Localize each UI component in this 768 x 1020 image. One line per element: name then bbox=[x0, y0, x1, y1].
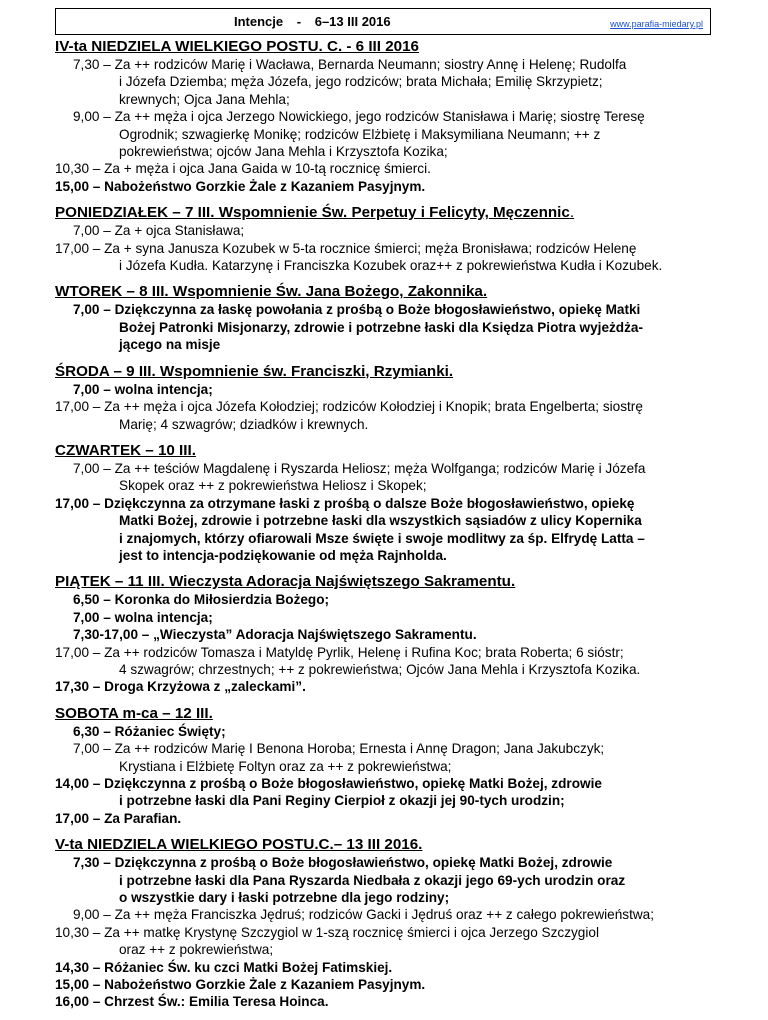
day-heading bbox=[55, 283, 755, 301]
intention-continuation-line: jest to intencja-podziękowanie od męża Rajnholda. bbox=[119, 547, 447, 563]
intention-first-line: 7,00 – Za + ojca Stanisława; bbox=[73, 223, 245, 239]
header-dash: - bbox=[296, 14, 302, 29]
intention-continuation-line: oraz ++ z pokrewieństwa; bbox=[119, 942, 274, 958]
intention-continuation-line: o wszystkie dary i łaski potrzebne dla jego rodziny; bbox=[119, 890, 450, 906]
mass-intention bbox=[55, 160, 755, 177]
intention-first-line: 17,00 – Dziękczynna za otrzymane łaski z prośbą o dalsze Boże błogosławieństwo, opiekę bbox=[55, 495, 635, 511]
mass-intention bbox=[55, 222, 755, 239]
mass-intention bbox=[55, 723, 755, 740]
mass-intention bbox=[55, 775, 755, 810]
intention-first-line: 10,30 – Za + męża i ojca Jana Gaida w 10-tą rocznicę śmierci. bbox=[55, 161, 431, 177]
mass-intention bbox=[55, 381, 755, 398]
day-heading bbox=[55, 38, 755, 56]
day-section bbox=[55, 442, 755, 564]
intention-continuation-line: i potrzebne łaski dla Pana Ryszarda Niedbała z okazji jego 69-ych urodzin oraz bbox=[119, 872, 626, 888]
mass-intention bbox=[55, 495, 755, 565]
intention-first-line: 15,00 – Nabożeństwo Gorzkie Żale z Kazaniem Pasyjnym. bbox=[55, 977, 426, 993]
intention-first-line: 17,30 – Droga Krzyżowa z „zaleckami”. bbox=[55, 679, 306, 695]
intention-first-line: 7,00 – wolna intencja; bbox=[73, 381, 213, 397]
day-heading-text: CZWARTEK – 10 III. bbox=[55, 441, 196, 459]
intention-continuation-line: Bożej Patronki Misjonarzy, zdrowie i potrzebne łaski dla Księdza Piotra wyjeżdża- bbox=[119, 319, 643, 335]
day-heading bbox=[55, 573, 755, 591]
mass-intention bbox=[55, 240, 755, 275]
day-heading bbox=[55, 442, 755, 460]
day-heading bbox=[55, 363, 755, 381]
website-link[interactable]: www.parafia-miedary.pl bbox=[610, 19, 703, 29]
day-section bbox=[55, 573, 755, 695]
mass-intention bbox=[55, 301, 755, 353]
intentions-list bbox=[55, 38, 755, 1020]
intention-first-line: 16,00 – Chrzest Św.: Emilia Teresa Hoinca. bbox=[55, 994, 329, 1010]
mass-intention bbox=[55, 854, 755, 906]
intention-continuation-line: 4 szwagrów; chrzestnych; ++ z pokrewieństwa; Ojców Jana Mehla i Krzysztofa Kozika. bbox=[119, 661, 641, 677]
intention-first-line: 17,00 – Za ++ męża i ojca Józefa Kołodziej; rodziców Kołodziej i Knopik; brata Engelberta; siostrę bbox=[55, 399, 643, 415]
mass-intention bbox=[55, 740, 755, 775]
day-heading-text: PONIEDZIAŁEK – 7 III. Wspomnienie Św. Perpetuy i Felicyty, bbox=[55, 204, 489, 222]
intention-continuation-line: Skopek oraz ++ z pokrewieństwa Heliosz i Skopek; bbox=[119, 478, 427, 494]
intention-continuation-line: Ogrodnik; szwagierkę Monikę; rodziców Elżbietę i Maksymiliana Neumann; ++ z bbox=[119, 126, 601, 142]
intention-continuation-line: Krystiana i Elżbietę Foltyn oraz za ++ z pokrewieństwa; bbox=[119, 758, 452, 774]
intention-first-line: 17,00 – Za ++ rodziców Tomasza i Matyldę Pyrlik, Helenę i Rufina Koc; brata Roberta; 6 sióstr; bbox=[55, 644, 624, 660]
intention-first-line: 7,00 – Za ++ teściów Magdalenę i Ryszarda Heliosz; męża Wolfganga; rodziców Marię i Józefa bbox=[73, 460, 646, 476]
intention-continuation-line: krewnych; Ojca Jana Mehla; bbox=[119, 91, 290, 107]
intention-first-line: 14,00 – Dziękczynna z prośbą o Boże błogosławieństwo, opiekę Matki Bożej, zdrowie bbox=[55, 776, 602, 791]
day-heading-text: SOBOTA m-ca – 12 III. bbox=[55, 704, 213, 722]
day-section bbox=[55, 705, 755, 827]
day-heading-text: V-ta NIEDZIELA WIELKIEGO POSTU.C.– 13 III 2016. bbox=[55, 836, 423, 854]
intention-continuation-line: i Józefa Kudła. Katarzynę i Franciszka Kozubek oraz++ z pokrewieństwa Kudła i Kozubek. bbox=[119, 258, 663, 274]
mass-intention bbox=[55, 678, 755, 695]
mass-intention bbox=[55, 993, 755, 1010]
intention-first-line: 6,30 – Różaniec Święty; bbox=[73, 723, 226, 739]
header-left: Intencje bbox=[234, 14, 284, 29]
mass-intention bbox=[55, 178, 755, 195]
day-section bbox=[55, 363, 755, 433]
day-heading-text: IV-ta NIEDZIELA WIELKIEGO POSTU. C. - 6 III 2016 bbox=[55, 38, 420, 55]
day-section bbox=[55, 38, 755, 195]
mass-intention bbox=[55, 460, 755, 495]
page-header bbox=[55, 8, 711, 35]
day-heading-suffix: Męczennic bbox=[493, 204, 570, 222]
intention-first-line: 17,00 – Za + syna Janusza Kozubek w 5-ta rocznice śmierci; męża Bronisława; rodziców Helenę bbox=[55, 240, 637, 256]
day-heading bbox=[55, 705, 755, 723]
mass-intention bbox=[55, 609, 755, 626]
mass-intention bbox=[55, 924, 755, 959]
day-section bbox=[55, 283, 755, 353]
mass-intention bbox=[55, 976, 755, 993]
day-heading bbox=[55, 836, 755, 854]
day-heading-feast: Wieczysta Adoracja Najświętszego Sakramentu. bbox=[168, 573, 516, 591]
mass-intention bbox=[55, 644, 755, 679]
intention-continuation-line: Matki Bożej, zdrowie i potrzebne łaski dla wszystkich sąsiadów z ulicy Kopernika bbox=[119, 513, 642, 529]
intention-continuation-line: Marię; 4 szwagrów; dziadków i krewnych. bbox=[119, 416, 369, 432]
intention-first-line: 10,30 – Za ++ matkę Krystynę Szczygiol w 1-szą rocznicę śmierci i ojca Jerzego Szczygiol bbox=[55, 924, 599, 940]
intention-continuation-line: i potrzebne łaski dla Pani Reginy Cierpioł z okazji jej 90-tych urodzin; bbox=[119, 793, 565, 809]
header-title bbox=[234, 14, 391, 29]
intention-first-line: 6,50 – Koronka do Miłosierdzia Bożego; bbox=[73, 592, 330, 608]
intention-first-line: 7,00 – Za ++ rodziców Marię I Benona Horoba; Ernesta i Annę Dragon; Jana Jakubczyk; bbox=[73, 741, 605, 757]
intention-first-line: 7,00 – Dziękczynna za łaskę powołania z prośbą o Boże błogosławieństwo, opiekę Matki bbox=[73, 302, 641, 318]
mass-intention bbox=[55, 108, 755, 160]
mass-intention bbox=[55, 906, 755, 923]
day-heading-text: PIĄTEK – 11 III. bbox=[55, 573, 165, 591]
intention-first-line: 14,30 – Różaniec Św. ku czci Matki Bożej Fatimskiej. bbox=[55, 959, 393, 975]
day-section bbox=[55, 836, 755, 1011]
day-heading-period: . bbox=[569, 204, 575, 222]
intention-first-line: 7,30-17,00 – „Wieczysta” Adoracja Najświętszego Sakramentu. bbox=[73, 627, 477, 643]
intention-continuation-line: i Józefa Dziemba; męża Józefa, jego rodziców; brata Michała; Emilię Skrzypietz; bbox=[119, 74, 603, 90]
intention-first-line: 7,00 – wolna intencja; bbox=[73, 609, 213, 625]
intention-first-line: 7,30 – Dziękczynna z prośbą o Boże błogosławieństwo, opiekę Matki Bożej, zdrowie bbox=[73, 855, 613, 871]
day-section bbox=[55, 204, 755, 274]
mass-intention bbox=[55, 626, 755, 643]
intention-continuation-line: i znajomych, którzy ofiarowali Msze święte i swoje modlitwy za śp. Elfrydę Latta – bbox=[119, 530, 645, 546]
mass-intention bbox=[55, 810, 755, 827]
mass-intention bbox=[55, 959, 755, 976]
intention-first-line: 15,00 – Nabożeństwo Gorzkie Żale z Kazaniem Pasyjnym. bbox=[55, 178, 426, 194]
header-dates: 6–13 III 2016 bbox=[314, 14, 391, 29]
intention-first-line: 7,30 – Za ++ rodziców Marię i Wacława, Bernarda Neumann; siostry Annę i Helenę; Rudolfa bbox=[73, 57, 627, 72]
intention-first-line: 9,00 – Za ++ męża Franciszka Jędruś; rodziców Gacki i Jędruś oraz ++ z całego pokrewieństwa; bbox=[73, 907, 655, 923]
intention-continuation-line: pokrewieństwa; ojców Jana Mehla i Krzysztofa Kozika; bbox=[119, 144, 448, 160]
day-heading bbox=[55, 204, 755, 222]
mass-intention bbox=[55, 398, 755, 433]
mass-intention bbox=[55, 591, 755, 608]
day-heading-text: ŚRODA – 9 III. Wspomnienie św. Franciszki, Rzymianki. bbox=[55, 362, 454, 380]
day-heading-text: WTOREK – 8 III. Wspomnienie Św. Jana Bożego, Zakonnika. bbox=[55, 283, 488, 301]
intention-first-line: 9,00 – Za ++ męża i ojca Jerzego Nowickiego, jego rodziców Stanisława i Marię; siostrę Teresę bbox=[73, 109, 645, 125]
mass-intention bbox=[55, 56, 755, 108]
intention-continuation-line: jącego na misje bbox=[119, 337, 221, 353]
intention-first-line: 17,00 – Za Parafian. bbox=[55, 810, 182, 826]
